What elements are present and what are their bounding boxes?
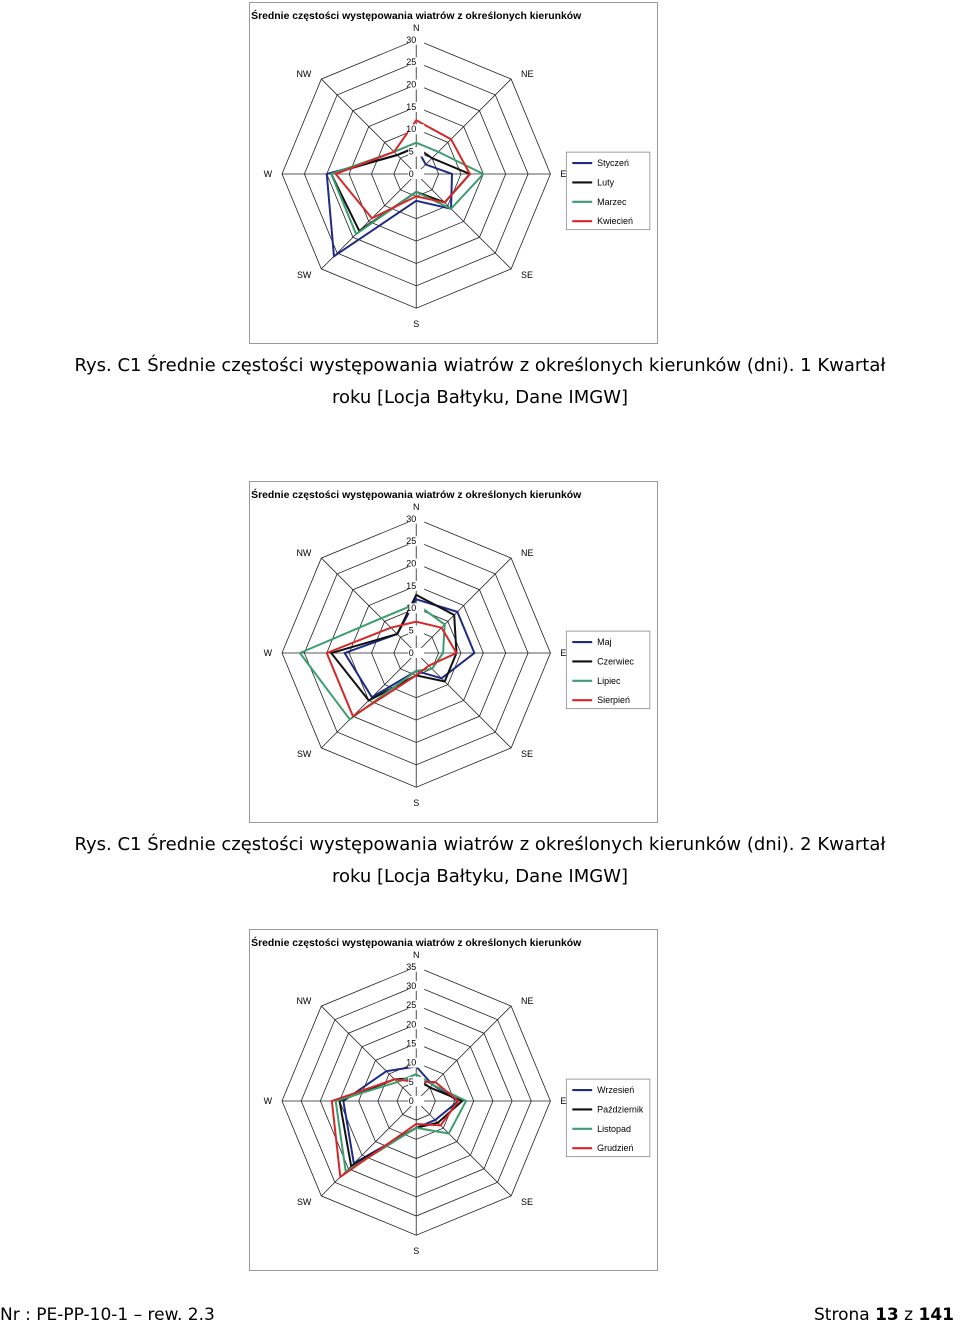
tick-label: 15 [406,580,417,591]
direction-label: E [560,168,567,179]
chart-title: Średnie częstości występowania wiatrów z określonych kierunków [251,10,582,22]
direction-label: NE [521,996,534,1007]
grid-spoke [416,653,511,748]
direction-label: W [263,647,273,658]
tick-label: 30 [406,513,417,524]
tick-label: 0 [408,647,414,658]
radar-svg [250,3,657,343]
direction-label: NW [296,548,312,559]
direction-label: S [413,319,420,330]
tick-label: 0 [408,1095,414,1106]
direction-label: N [412,501,420,512]
figure-caption-q2 [0,829,960,893]
legend-label: Grudzień [597,1143,634,1154]
current-page: 13 [875,1305,899,1325]
series-line [336,1074,466,1171]
direction-label: W [263,1095,273,1106]
tick-label: 20 [406,1019,417,1030]
legend-label: Listopad [597,1123,631,1134]
tick-label: 5 [408,1076,414,1087]
radar-svg [250,930,657,1270]
direction-label: SW [296,269,312,280]
legend-label: Luty [597,177,615,188]
legend-label: Maj [597,637,612,648]
direction-label: E [560,1095,567,1106]
direction-label: S [413,1246,420,1257]
direction-label: SW [296,1196,312,1207]
chart-title: Średnie częstości występowania wiatrów z określonych kierunków [251,937,582,949]
legend-label: Październik [597,1104,644,1115]
grid-spoke [416,79,511,174]
tick-label: 25 [406,57,417,68]
direction-label: SE [521,269,533,280]
legend-label: Lipiec [597,675,621,686]
legend-label: Marzec [597,196,627,207]
tick-label: 15 [406,101,417,112]
page-separator: z [898,1305,919,1325]
wind-rose-chart-q2 [249,481,658,823]
tick-label: 10 [406,603,417,614]
tick-label: 15 [406,1038,417,1049]
caption-line-2: roku [Locja Bałtyku, Dane IMGW] [331,387,629,408]
caption-line-1: Rys. C1 Średnie częstości występowania wiatrów z określonych kierunków (dni). 1 Kwartał [74,355,886,376]
figure-caption-q1 [0,350,960,414]
tick-label: 20 [406,558,417,569]
direction-label: W [263,168,273,179]
tick-label: 25 [406,536,417,547]
legend-label: Styczeń [597,158,629,169]
chart-title: Średnie częstości występowania wiatrów z określonych kierunków [251,489,582,501]
page-prefix: Strona [814,1305,876,1325]
document-number: Nr : PE-PP-10-1 – rew. 2.3 [0,1305,215,1325]
direction-label: SE [521,748,533,759]
tick-label: 10 [406,124,417,135]
grid-spoke [321,1101,416,1196]
direction-label: SE [521,1196,533,1207]
tick-label: 10 [406,1057,417,1068]
total-pages: 141 [918,1305,954,1325]
tick-label: 0 [408,168,414,179]
legend-label: Czerwiec [597,656,634,667]
grid-spoke [416,174,511,269]
series-line [300,604,445,720]
legend-label: Sierpień [597,695,630,706]
tick-label: 30 [406,34,417,45]
grid-spoke [321,1006,416,1101]
tick-label: 5 [408,146,414,157]
direction-label: NW [296,69,312,80]
grid-spoke [416,1101,511,1196]
legend-label: Wrzesień [597,1085,635,1096]
grid-spoke [416,558,511,653]
tick-label: 20 [406,79,417,90]
tick-label: 35 [406,961,417,972]
wind-rose-chart-q1 [249,2,658,344]
radar-svg [250,482,657,822]
legend-label: Kwiecień [597,216,633,227]
caption-line-1: Rys. C1 Średnie częstości występowania wiatrów z określonych kierunków (dni). 2 Kwartał [74,834,886,855]
tick-label: 30 [406,980,417,991]
direction-label: NE [521,69,534,80]
direction-label: NW [296,996,312,1007]
direction-label: NE [521,548,534,559]
series-line [331,147,470,231]
direction-label: E [560,647,567,658]
wind-rose-chart-q3 [249,929,658,1271]
page-number [814,1305,954,1325]
direction-label: N [412,22,420,33]
caption-line-2: roku [Locja Bałtyku, Dane IMGW] [331,866,629,887]
direction-label: S [413,798,420,809]
tick-label: 5 [408,625,414,636]
direction-label: N [412,949,420,960]
direction-label: SW [296,748,312,759]
tick-label: 25 [406,1000,417,1011]
